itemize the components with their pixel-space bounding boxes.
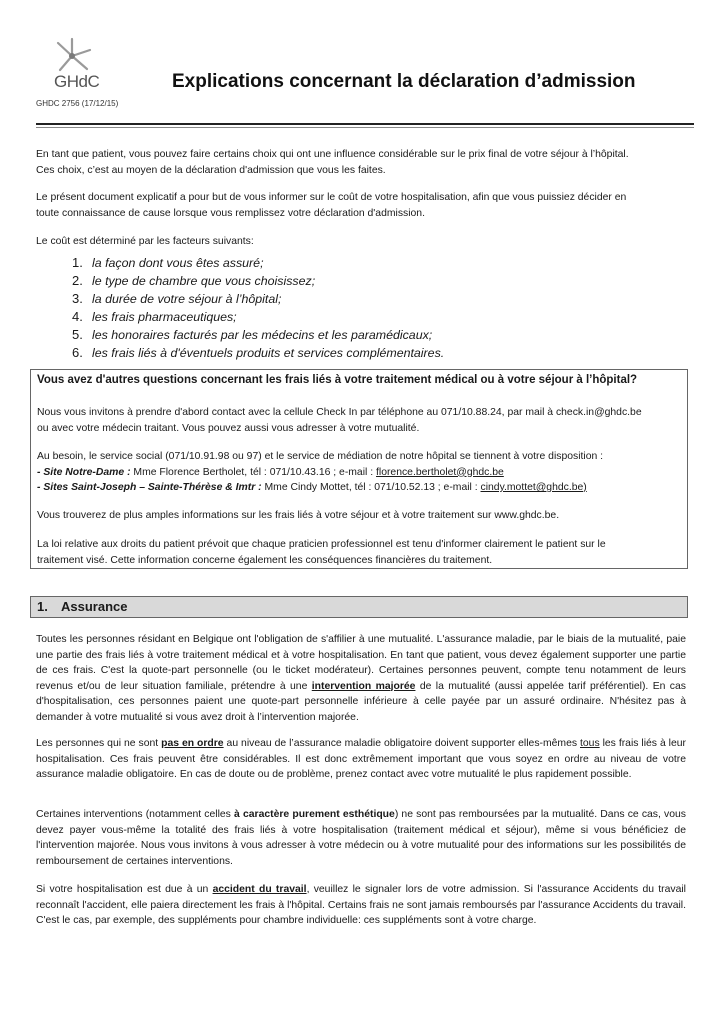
section-header-assurance — [30, 596, 688, 618]
site1-text: Mme Florence Bertholet, tél : 071/10.43.16 ; e-mail : — [130, 466, 376, 478]
site1-email-link[interactable]: florence.bertholet@ghdc.be — [376, 466, 504, 478]
document-reference: GHDC 2756 (17/12/15) — [36, 99, 119, 108]
patient-rights-line2: traitement visé. Cette information concerne également les conséquences financières du traitement. — [37, 554, 493, 566]
patient-rights-paragraph — [37, 537, 681, 568]
list-item: 4. les frais pharmaceutiques; — [72, 309, 237, 324]
cost-factors-list — [72, 254, 444, 362]
site1-label: - Site Notre-Dame : — [37, 466, 131, 478]
factors-intro: Le coût est déterminé par les facteurs suivants: — [36, 236, 254, 247]
assurance-paragraph-1: Toutes les personnes résidant en Belgique ont l'obligation de s'affilier à une mutualité. L'assurance maladie, par le biais de la mutualité, paie une partie des frais liés à votre traitement médical et à votre hospitalisation. En tant que patient, vous devez également supporter une partie de ces frais. C'est la quote-part personnelle (ou le ticket modérateur). Certaines personnes peuvent, compte tenu notamment de leurs revenus et/ou de leur situation familiale, prétendre à une intervention majorée de la mutualité (aussi appelée tarif préférentiel). En cas d'hospitalisation, ces personnes paient une quote-part personnelle inférieure à celle payée par un assuré ordinaire. N'hésitez pas à demander à votre mutualité si vous avez droit à l’intervention majorée. — [36, 634, 686, 723]
site2-label: - Sites Saint-Joseph – Sainte-Thérèse & Imtr : — [37, 482, 262, 493]
intro-p1-line1: En tant que patient, vous pouvez faire certains choix qui ont une influence considérable sur le prix final de votre séjour à l’hôpital. — [36, 149, 629, 160]
list-item: 2. le type de chambre que vous choisissez; — [72, 273, 316, 288]
intro-p2-line2: toute connaissance de cause lorsque vous remplissez votre déclaration d'admission. — [36, 207, 425, 219]
logo-text: GHdC — [54, 72, 100, 91]
header-divider — [36, 123, 694, 125]
questions-box-title: Vous avez d'autres questions concernant les frais liés à votre traitement médical ou à votre séjour à l’hôpital? — [37, 374, 638, 386]
contact-line1: Nous vous invitons à prendre d'abord contact avec la cellule Check In par téléphone au 071/10.88.24, par mail à check.in@ghdc.be — [37, 407, 642, 418]
intro-p1-line2: Ces choix, c’est au moyen de la déclaration d'admission que vous les faites. — [36, 164, 386, 176]
ghdc-logo — [40, 36, 120, 98]
patient-rights-line1: La loi relative aux droits du patient prévoit que chaque praticien professionnel est tenu d'informer clairement le patient sur le — [37, 539, 606, 550]
section-title: Assurance — [61, 599, 128, 614]
intro-p2-line1: Le présent document explicatif a pour but de vous informer sur le coût de votre hospitalisation, afin que vous puissiez décider en — [36, 192, 627, 203]
social-service-paragraph — [37, 449, 681, 496]
contact-paragraph — [37, 405, 681, 436]
site2-text: Mme Cindy Mottet, tél : 071/10.52.13 ; e-mail : — [261, 482, 481, 493]
list-item: 3. la durée de votre séjour à l’hôpital; — [72, 291, 282, 306]
list-item: 6. les frais liés à d'éventuels produits et services complémentaires. — [72, 345, 445, 360]
assurance-paragraph-2: Les personnes qui ne sont pas en ordre au niveau de l’assurance maladie obligatoire doivent supporter elles-mêmes tous les frais liés à leur hospitalisation. Ces frais peuvent être considérables. Il est donc extrêmement important que vous soyez en ordre au niveau de votre assurance maladie obligatoire. En cas de doute ou de problème, prenez contact avec votre mutualité le plus rapidement possible. — [36, 738, 686, 780]
section-number: 1. — [37, 599, 48, 614]
contact-line2: ou avec votre médecin traitant. Vous pouvez aussi vous adresser à votre mutualité. — [37, 422, 420, 434]
list-item: 5. les honoraires facturés par les médecins et les paramédicaux; — [72, 327, 433, 342]
social-service-line: Au besoin, le service social (071/10.91.98 ou 97) et le service de médiation de notre hôpital se tiennent à votre disposition : — [37, 451, 604, 462]
assurance-paragraph-3: Certaines interventions (notamment celles à caractère purement esthétique) ne sont pas remboursées par la mutualité. Dans ce cas, vous devez payer vous-même la totalité des frais liés à votre hospitalisation (traitement médical et séjour), même si vous bénéficiez de l'intervention majorée. Nous vous invitons à vous adresser à votre médecin ou à votre mutualité pour des informations sur les possibilités de remboursement de certaines interventions. — [36, 809, 686, 867]
intro-paragraph-1 — [36, 147, 686, 178]
list-item: 1. la façon dont vous êtes assuré; — [72, 255, 264, 270]
questions-box — [30, 369, 688, 569]
page-title: Explications concernant la déclaration d’admission — [172, 71, 636, 92]
website-paragraph: Vous trouverez de plus amples informations sur les frais liés à votre séjour et à votre traitement sur www.ghdc.be. — [37, 510, 560, 521]
assurance-paragraph-4: Si votre hospitalisation est due à un accident du travail, veuillez le signaler lors de votre admission. Si l'assurance Accidents du travail reconnaît l'accident, elle paiera directement les frais à l'hôpital. Certains frais ne sont jamais remboursés par l'assurance Accidents du travail. C'est le cas, par exemple, des suppléments pour chambre individuelle: ces suppléments sont à votre charge. — [36, 884, 686, 926]
site2-email-link[interactable]: cindy.mottet@ghdc.be) — [480, 482, 587, 493]
intro-paragraph-2 — [36, 190, 686, 221]
header-divider-thin — [36, 127, 694, 128]
logo-mark-icon — [50, 36, 96, 76]
